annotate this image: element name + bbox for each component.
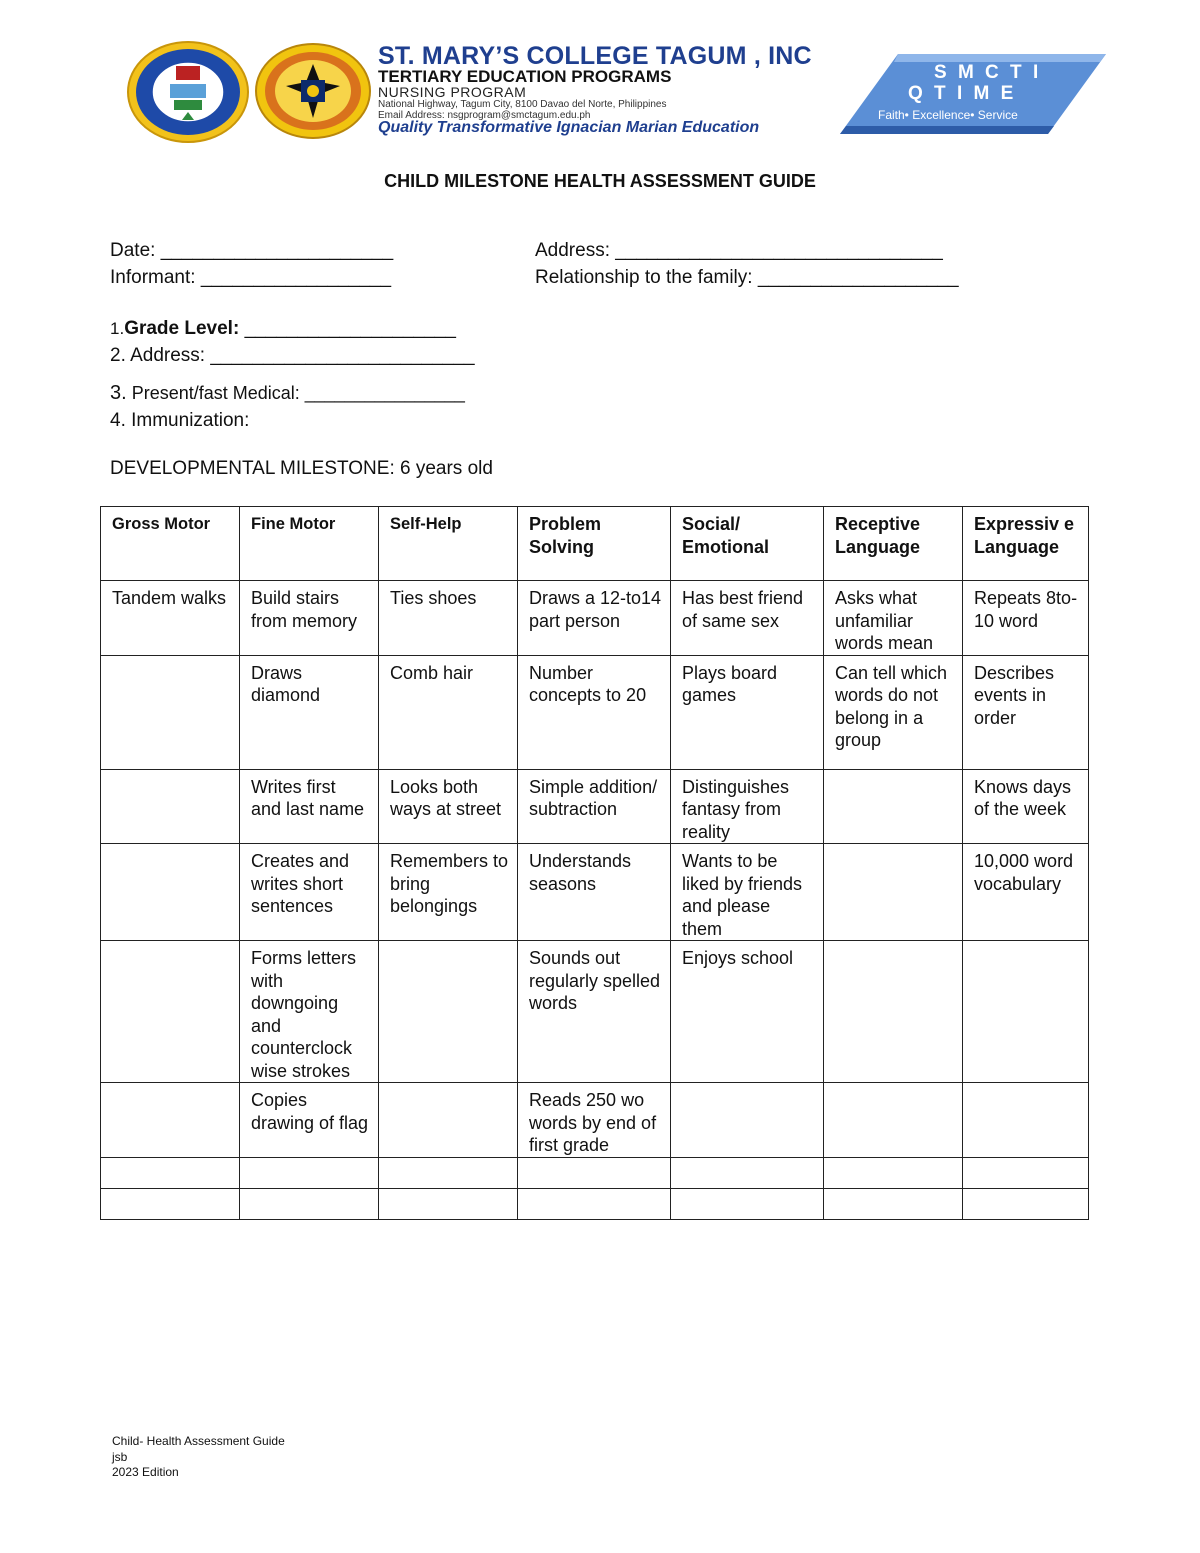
program-name: NURSING PROGRAM [378,84,527,100]
header-expressive-language: Expressiv e Language [963,507,1089,581]
college-email: Email Address: nsgprogram@smctagum.edu.ph [378,110,591,121]
table-row [101,941,1089,1083]
table-cell[interactable] [518,1188,671,1219]
division-name: TERTIARY EDUCATION PROGRAMS [378,67,672,86]
table-row [101,769,1089,844]
table-row [101,844,1089,941]
table-cell [963,1083,1089,1158]
badge-line2: Q T I M E [908,83,1017,104]
table-cell: Number concepts to 20 [518,655,671,769]
table-cell [101,941,240,1083]
table-cell[interactable] [671,1157,824,1188]
medical-field[interactable] [110,382,465,405]
table-cell [824,1083,963,1158]
table-cell: Knows days of the week [963,769,1089,844]
table-cell[interactable] [240,1157,379,1188]
grade-label: Grade Level: [124,318,240,339]
table-cell: Draws a 12-to14 part person [518,581,671,656]
table-cell[interactable] [824,1188,963,1219]
table-cell: Looks both ways at street [379,769,518,844]
table-cell: 10,000 word vocabulary [963,844,1089,941]
table-cell: Asks what unfamiliar words mean [824,581,963,656]
medical-number: 3. [110,382,127,404]
table-cell: Comb hair [379,655,518,769]
table-cell: Has best friend of same sex [671,581,824,656]
table-cell: Tandem walks [101,581,240,656]
table-cell [379,941,518,1083]
table-cell [101,1083,240,1158]
header-social-emotional: Social/ Emotional [671,507,824,581]
table-cell[interactable] [240,1188,379,1219]
table-header-row [101,507,1089,581]
table-cell: Copies drawing of flag [240,1083,379,1158]
smcti-qtime-badge [838,50,1108,138]
table-cell: Ties shoes [379,581,518,656]
table-cell [824,941,963,1083]
footer-line3: 2023 Edition [112,1465,179,1479]
table-cell[interactable] [101,1188,240,1219]
table-cell: Sounds out regularly spelled words [518,941,671,1083]
table-cell [101,769,240,844]
header-self-help: Self-Help [379,507,518,581]
table-cell [671,1083,824,1158]
table-row [101,1083,1089,1158]
table-cell: Reads 250 wo words by end of first grade [518,1083,671,1158]
milestone-heading: DEVELOPMENTAL MILESTONE: 6 years old [110,458,493,479]
table-cell: Describes events in order [963,655,1089,769]
date-field[interactable]: Date: ______________________ [110,240,394,261]
badge-line3: Faith• Excellence• Service [878,108,1018,122]
table-cell [101,655,240,769]
table-cell [963,941,1089,1083]
header-fine-motor: Fine Motor [240,507,379,581]
table-cell: Draws diamond [240,655,379,769]
table-cell[interactable] [824,1157,963,1188]
footer-line2: jsb [112,1450,128,1464]
table-cell[interactable] [671,1188,824,1219]
table-cell[interactable] [963,1157,1089,1188]
table-cell [379,1083,518,1158]
table-cell: Plays board games [671,655,824,769]
footer-line1: Child- Health Assessment Guide [112,1434,285,1448]
table-row [101,655,1089,769]
header-receptive-language: Receptive Language [824,507,963,581]
table-row [101,1188,1089,1219]
table-cell[interactable] [963,1188,1089,1219]
milestone-table [100,506,1089,1220]
table-cell: Build stairs from memory [240,581,379,656]
medical-label: Present/fast Medical: ________________ [126,383,465,403]
table-cell: Remembers to bring belongings [379,844,518,941]
table-row [101,581,1089,656]
informant-field[interactable]: Informant: __________________ [110,267,392,288]
table-cell[interactable] [101,1157,240,1188]
table-cell: Understands seasons [518,844,671,941]
address-field-top[interactable]: Address: _______________________________ [535,240,943,261]
badge-line1: S M C T I [934,62,1042,83]
table-cell: Forms letters with downgoing and counterclock wise strokes [240,941,379,1083]
table-cell: Repeats 8to-10 word [963,581,1089,656]
header-problem-solving: Problem Solving [518,507,671,581]
table-cell[interactable] [379,1157,518,1188]
table-cell [824,769,963,844]
header-gross-motor: Gross Motor [101,507,240,581]
college-name: ST. MARY’S COLLEGE TAGUM , INC [378,42,812,70]
college-tagline: Quality Transformative Ignacian Marian Education [378,119,760,136]
table-cell: Wants to be liked by friends and please them [671,844,824,941]
table-cell [824,844,963,941]
table-cell: Creates and writes short sentences [240,844,379,941]
college-address: National Highway, Tagum City, 8100 Davao del Norte, Philippines [378,99,667,110]
address-field-2[interactable]: 2. Address: _________________________ [110,345,475,366]
table-cell: Enjoys school [671,941,824,1083]
table-cell [101,844,240,941]
table-cell: Writes first and last name [240,769,379,844]
immunization-field[interactable]: 4. Immunization: [110,410,250,431]
college-seal-logo [126,40,250,144]
table-cell[interactable] [379,1188,518,1219]
grade-level-field[interactable] [110,318,456,340]
nursing-seal-logo [254,42,372,140]
grade-blank: ____________________ [239,318,456,339]
table-cell: Can tell which words do not belong in a group [824,655,963,769]
table-cell: Distinguishes fantasy from reality [671,769,824,844]
table-cell: Simple addition/ subtraction [518,769,671,844]
relationship-field[interactable]: Relationship to the family: ___________________ [535,267,959,288]
grade-number: 1. [110,319,125,338]
table-row [101,1157,1089,1188]
table-cell[interactable] [518,1157,671,1188]
page-title: CHILD MILESTONE HEALTH ASSESSMENT GUIDE [384,171,816,191]
